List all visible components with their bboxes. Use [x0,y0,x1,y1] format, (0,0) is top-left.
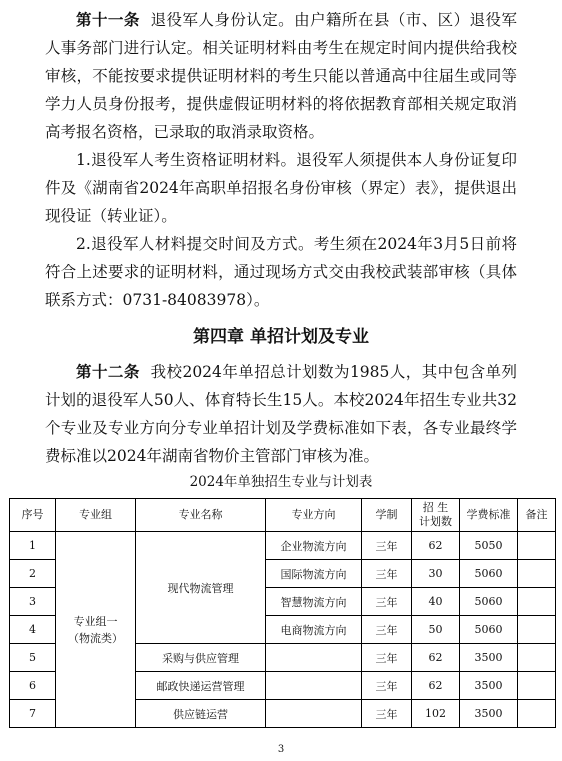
article-11-item-2: 2.退役军人材料提交时间及方式。考生须在2024年3月5日前将符合上述要求的证明材料，通过现场方式交由我校武装部审核（具体联系方式：0731-84083978）。 [45,235,517,309]
cell-plan: 62 [412,644,460,672]
cell-direction: 国际物流方向 [266,560,362,588]
article-11-body: 退役军人身份认定。由户籍所在县（市、区）退役军人事务部门进行认定。相关证明材料由考生在规定时间内提供给我校审核，不能按要求提供证明材料的考生只能以普通高中往届生或同等学力人员身份报考，提供虚假证明材料的将依据教育部相关规定取消高考报名资格，已录取的取消录取资格。 [45,11,517,141]
cell-direction [266,700,362,728]
cell-seq: 3 [10,588,56,616]
article-12-paragraph [45,358,517,470]
header-name: 专业名称 [136,499,266,532]
article-12-heading: 第十二条 [76,363,140,381]
cell-note [518,644,556,672]
page-number: 3 [277,744,285,755]
cell-fee: 5060 [460,616,518,644]
header-seq: 序号 [10,499,56,532]
cell-fee: 3500 [460,672,518,700]
header-fee: 学费标准 [460,499,518,532]
cell-duration: 三年 [362,532,412,560]
cell-note [518,616,556,644]
enrollment-plan-table [9,498,556,728]
article-11-heading: 第十一条 [76,11,140,29]
cell-direction: 电商物流方向 [266,616,362,644]
cell-name: 供应链运营 [136,700,266,728]
cell-duration: 三年 [362,616,412,644]
cell-fee: 5060 [460,588,518,616]
cell-plan: 30 [412,560,460,588]
table-header-row [10,499,556,532]
cell-group [56,532,136,728]
header-duration: 学制 [362,499,412,532]
article-11-paragraph [45,6,517,146]
cell-duration: 三年 [362,588,412,616]
cell-note [518,560,556,588]
cell-plan: 62 [412,532,460,560]
cell-duration: 三年 [362,560,412,588]
cell-note [518,700,556,728]
cell-fee: 3500 [460,700,518,728]
group-line-2: （物流类） [68,631,123,645]
header-direction: 专业方向 [266,499,362,532]
cell-plan: 102 [412,700,460,728]
cell-direction [266,672,362,700]
article-11-item-1: 1.退役军人考生资格证明材料。退役军人须提供本人身份证复印件及《湖南省2024年高职单招报名身份审核（界定）表》，提供退出现役证（转业证）。 [45,151,517,225]
header-plan-line-2: 计划数 [419,515,452,528]
cell-direction: 企业物流方向 [266,532,362,560]
table-title: 2024年单独招生专业与计划表 [189,474,373,490]
header-plan-line-1: 招 生 [422,501,449,514]
cell-seq: 6 [10,672,56,700]
chapter-title: 第四章 单招计划及专业 [193,327,369,347]
header-note: 备注 [518,499,556,532]
cell-note [518,672,556,700]
cell-fee: 5060 [460,560,518,588]
group-line-1: 专业组一 [73,614,118,628]
cell-plan: 50 [412,616,460,644]
cell-seq: 4 [10,616,56,644]
cell-name: 采购与供应管理 [136,644,266,672]
cell-note [518,588,556,616]
cell-duration: 三年 [362,700,412,728]
cell-fee: 5050 [460,532,518,560]
cell-seq: 7 [10,700,56,728]
cell-plan: 40 [412,588,460,616]
cell-name: 邮政快递运营管理 [136,672,266,700]
header-group: 专业组 [56,499,136,532]
cell-seq: 5 [10,644,56,672]
article-12-body: 我校2024年单招总计划数为1985人，其中包含单列计划的退役军人50人、体育特长生15人。本校2024年招生专业共32个专业及专业方向分专业单招计划及学费标准如下表，各专业最终学费标准以2024年湖南省物价主管部门审核为准。 [45,363,517,465]
cell-fee: 3500 [460,644,518,672]
cell-direction: 智慧物流方向 [266,588,362,616]
cell-seq: 2 [10,560,56,588]
cell-seq: 1 [10,532,56,560]
cell-name-merged: 现代物流管理 [136,532,266,644]
cell-note [518,532,556,560]
cell-duration: 三年 [362,672,412,700]
cell-direction [266,644,362,672]
cell-duration: 三年 [362,644,412,672]
cell-plan: 62 [412,672,460,700]
table-row [10,532,556,560]
header-plan [412,499,460,532]
